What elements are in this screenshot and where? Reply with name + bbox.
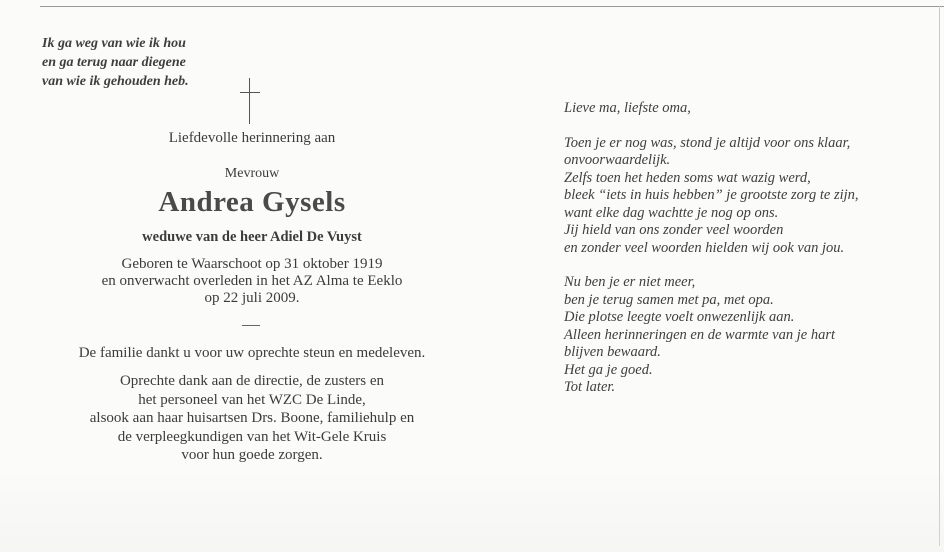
poem-line: ben je terug samen met pa, met opa. [564, 291, 774, 308]
remembrance-intro: Liefdevolle herinnering aan [168, 130, 336, 146]
thanks-line: het personeel van het WZC De Linde, [138, 391, 366, 408]
life-line: en onverwacht overleden in het AZ Alma te Eeklo [101, 273, 403, 289]
farewell-poem [564, 100, 934, 414]
cross-icon [238, 78, 262, 124]
widow-of: weduwe van de heer Adiel De Vuyst [142, 229, 362, 245]
verse-line: en ga terug naar diegene [42, 55, 186, 70]
poem-line: want elke dag wachtte je nog op ons. [564, 204, 779, 221]
poem-greeting: Lieve ma, liefste oma, [564, 100, 691, 116]
poem-line: Die plotse leegte voelt onwezenlijk aan. [564, 309, 795, 325]
honorific: Mevrouw [224, 166, 280, 181]
poem-line: Nu ben je er niet meer, [564, 274, 696, 290]
thanks-line: voor hun goede zorgen. [181, 447, 323, 463]
poem-line: onvoorwaardelijk. [564, 152, 671, 168]
poem-line: en zonder veel woorden hielden wij ook van jou. [564, 239, 845, 256]
care-thanks [52, 372, 452, 465]
poem-line: Tot later. [564, 379, 616, 395]
poem-line: blijven bewaard. [564, 344, 661, 360]
scan-shade [0, 470, 944, 552]
family-thanks: De familie dankt u voor uw oprechte steun en medeleven. [78, 345, 426, 361]
right-border-line [939, 6, 940, 546]
separator-dash [242, 325, 260, 326]
poem-line: Toen je er nog was, stond je altijd voor ons klaar, [564, 134, 851, 151]
poem-line: bleek “iets in huis hebben” je grootste zorg te zijn, [564, 187, 859, 203]
thanks-line: Oprechte dank aan de directie, de zusters en [119, 373, 385, 389]
poem-line: Alleen herinneringen en de warmte van je hart [564, 326, 836, 343]
life-line: op 22 juli 2009. [204, 290, 300, 306]
life-line: Geboren te Waarschoot op 31 oktober 1919 [121, 256, 383, 272]
poem-stanza-1 [564, 135, 934, 258]
poem-line: Het ga je goed. [564, 361, 653, 378]
deceased-name: Andrea Gysels [158, 186, 346, 218]
thanks-line: de verpleegkundigen van het Wit-Gele Kruis [117, 428, 387, 445]
life-dates [52, 256, 452, 307]
verse-line: Ik ga weg van wie ik hou [42, 36, 186, 51]
thanks-line: alsook aan haar huisartsen Drs. Boone, familiehulp en [89, 410, 415, 426]
opening-verse [42, 34, 242, 91]
poem-stanza-2 [564, 274, 934, 397]
poem-line: Jij hield van ons zonder veel woorden [564, 222, 784, 238]
verse-line: van wie ik gehouden heb. [42, 74, 189, 89]
top-border-line [40, 6, 944, 7]
poem-line: Zelfs toen het heden soms wat wazig werd, [564, 169, 811, 186]
